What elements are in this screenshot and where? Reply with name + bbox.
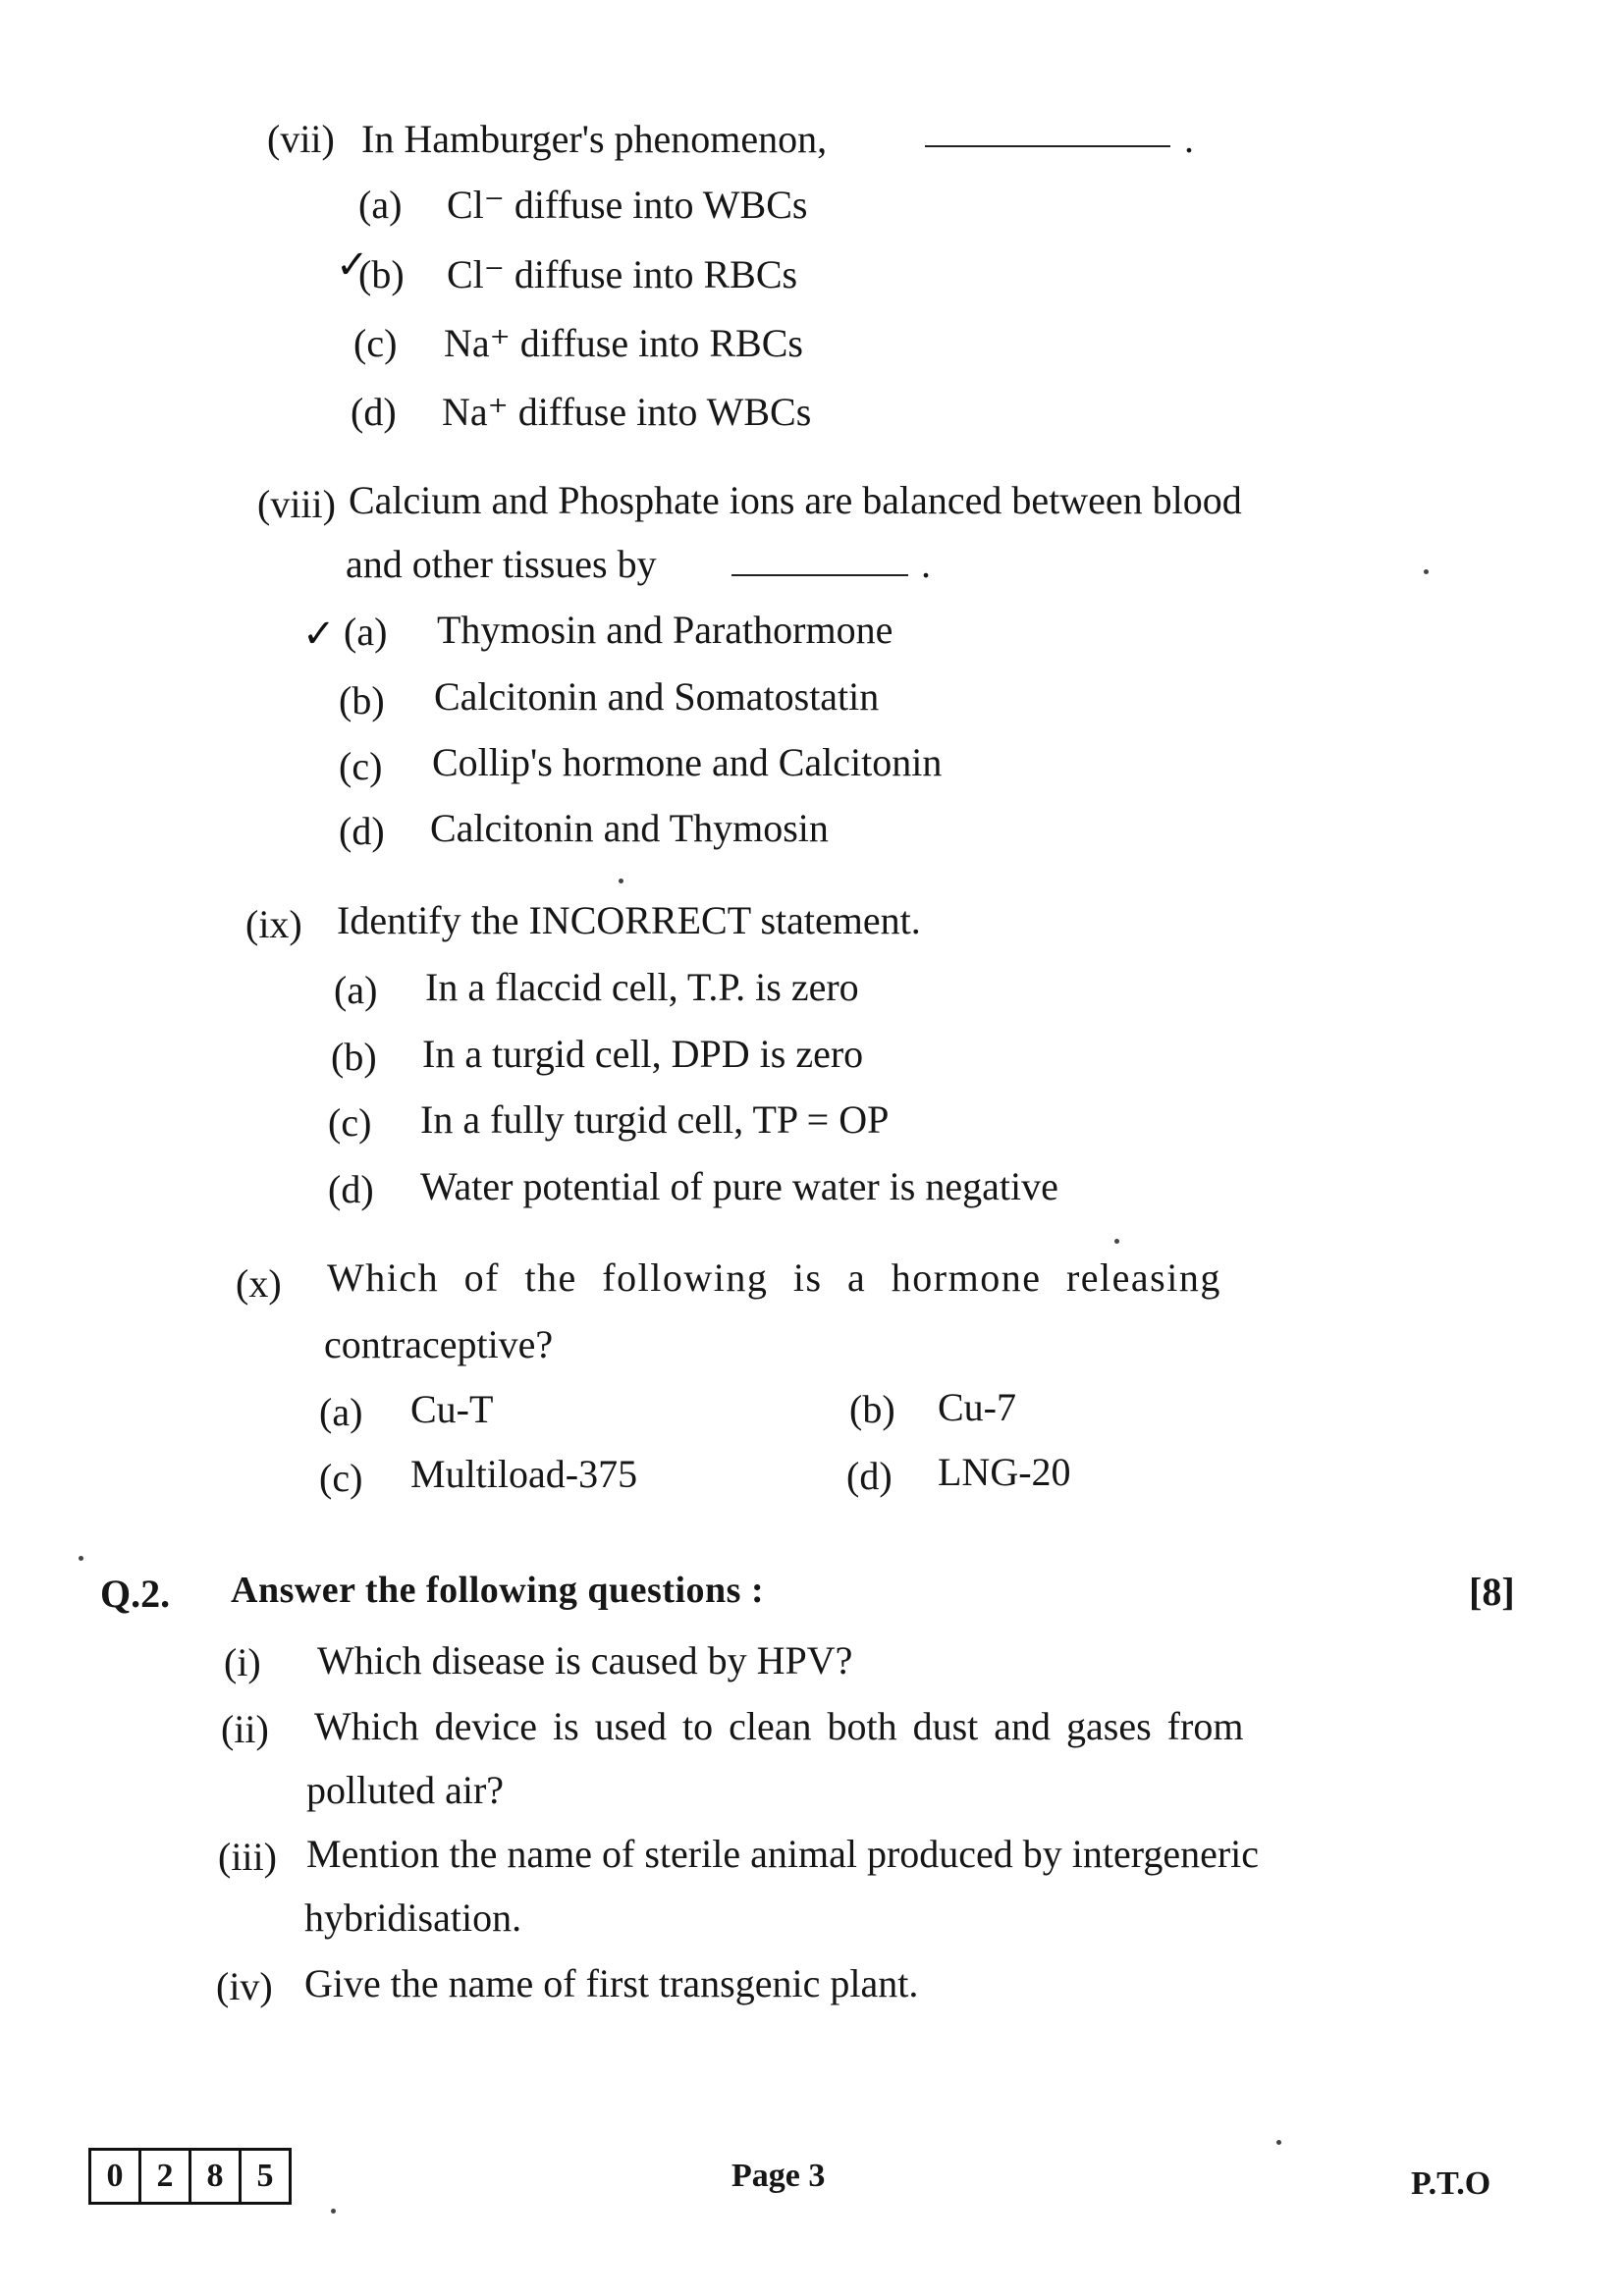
option-text: Cl⁻ diffuse into RBCs — [447, 252, 798, 296]
marks-label: [8] — [1469, 1570, 1515, 1614]
question-stem: In Hamburger's phenomenon, — [361, 117, 828, 161]
tick-mark-icon: ✓ — [302, 612, 336, 656]
option-label: (b) — [331, 1035, 377, 1079]
pto-label: P.T.O — [1411, 2165, 1491, 2202]
option-label: (d) — [339, 809, 385, 853]
stem-end: . — [1184, 117, 1194, 161]
stem-end: . — [921, 542, 931, 586]
question-text: Which device is used to clean both dust and gases from — [314, 1704, 1244, 1748]
option-text: Cu-7 — [938, 1385, 1016, 1429]
option-label: (a) — [358, 183, 403, 227]
option-text: Cu-T — [410, 1387, 494, 1431]
option-label: (a) — [334, 968, 378, 1012]
question-text: Give the name of first transgenic plant. — [304, 1961, 919, 2005]
option-text: In a flaccid cell, T.P. is zero — [425, 965, 859, 1009]
question-text: Mention the name of sterile animal produced by intergeneric — [306, 1832, 1260, 1876]
option-text: Na⁺ diffuse into RBCs — [444, 321, 803, 365]
option-text: Na⁺ diffuse into WBCs — [442, 390, 812, 434]
tick-mark-icon: ✓ — [336, 242, 369, 287]
question-number: Q.2. — [100, 1572, 171, 1616]
scan-speck — [79, 1556, 83, 1561]
question-number: (ii) — [221, 1707, 269, 1751]
option-label: (c) — [339, 744, 383, 788]
code-digit: 0 — [91, 2151, 141, 2202]
option-label: (d) — [846, 1454, 893, 1498]
option-label: (a) — [319, 1390, 363, 1434]
option-label: (c) — [328, 1100, 372, 1145]
paper-code-box — [88, 2148, 292, 2205]
question-text: polluted air? — [306, 1768, 505, 1812]
question-text: Which disease is caused by HPV? — [317, 1638, 853, 1682]
option-text: Calcitonin and Thymosin — [430, 806, 829, 850]
option-text: Multiload-375 — [410, 1452, 638, 1496]
question-stem: and other tissues by — [346, 542, 657, 586]
option-label: (d) — [328, 1167, 374, 1211]
question-number: (x) — [236, 1261, 282, 1306]
question-number: (iv) — [216, 1964, 273, 2008]
question-number: (iii) — [218, 1835, 277, 1879]
question-number: (ix) — [245, 902, 302, 946]
scan-speck — [1114, 1239, 1119, 1244]
option-text: In a fully turgid cell, TP = OP — [420, 1097, 890, 1142]
option-label: (a) — [344, 610, 388, 654]
scan-speck — [619, 879, 623, 883]
question-number: (viii) — [257, 482, 336, 526]
question-stem: Which of the following is a hormone releasing — [327, 1255, 1221, 1300]
code-digit: 5 — [256, 2158, 274, 2194]
option-text: Thymosin and Parathormone — [437, 608, 893, 652]
answer-blank — [731, 574, 908, 576]
option-label: (d) — [351, 390, 397, 434]
option-label: (b) — [339, 678, 385, 722]
question-text: hybridisation. — [304, 1896, 522, 1940]
option-text: Cl⁻ diffuse into WBCs — [447, 183, 808, 227]
code-digit: 2 — [141, 2151, 191, 2202]
section-heading: Answer the following questions : — [231, 1570, 765, 1611]
page-number: Page 3 — [731, 2158, 826, 2194]
answer-blank — [925, 145, 1170, 147]
question-stem: Calcium and Phosphate ions are balanced between blood — [349, 478, 1242, 522]
question-number: (i) — [224, 1640, 261, 1684]
option-text: Water potential of pure water is negative — [420, 1164, 1058, 1208]
option-label: (b) — [358, 252, 405, 296]
question-number: (vii) — [267, 117, 335, 161]
option-label: (c) — [353, 321, 398, 365]
option-text: LNG-20 — [938, 1450, 1071, 1494]
code-digit: 8 — [191, 2151, 242, 2202]
scan-speck — [1276, 2140, 1281, 2145]
option-text: Collip's hormone and Calcitonin — [432, 740, 943, 784]
option-text: Calcitonin and Somatostatin — [434, 674, 880, 719]
question-stem: Identify the INCORRECT statement. — [337, 898, 921, 942]
scan-speck — [1424, 569, 1429, 574]
option-text: In a turgid cell, DPD is zero — [422, 1032, 864, 1076]
scan-speck — [331, 2209, 336, 2214]
option-label: (b) — [849, 1387, 895, 1431]
question-stem: contraceptive? — [324, 1322, 554, 1366]
option-label: (c) — [319, 1456, 363, 1500]
